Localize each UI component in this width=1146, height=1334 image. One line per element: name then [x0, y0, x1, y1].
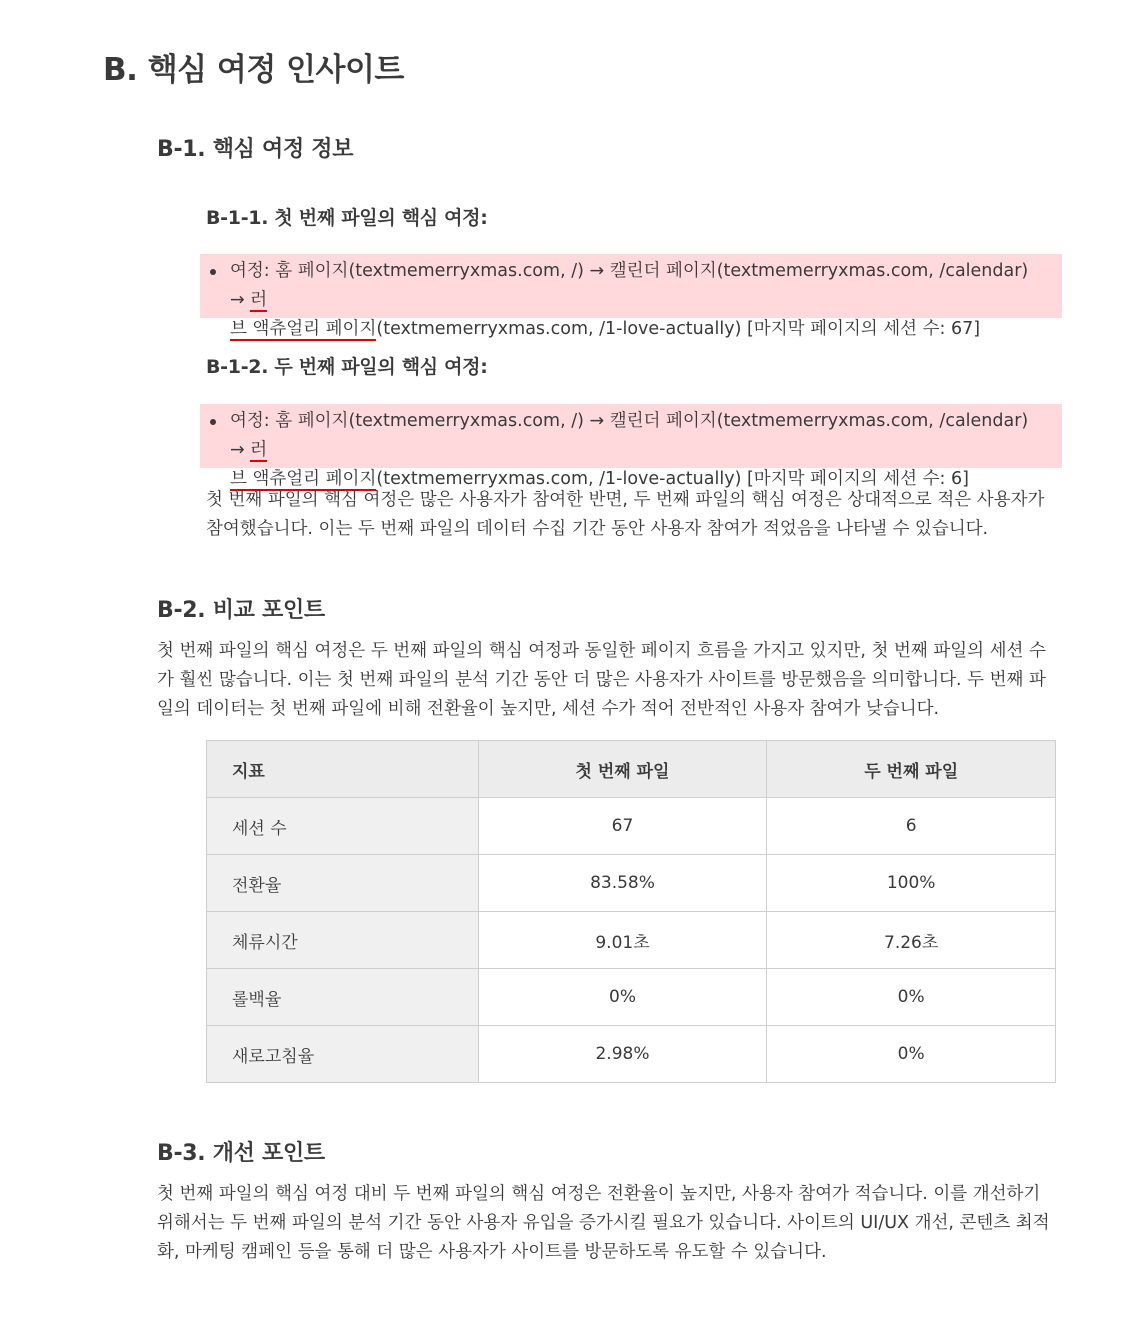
table-row	[207, 912, 1056, 969]
b3-heading: B-3. 개선 포인트	[157, 1141, 325, 1166]
b2-paragraph: 첫 번째 파일의 핵심 여정은 두 번째 파일의 핵심 여정과 동일한 페이지 흐름을 가지고 있지만, 첫 번째 파일의 세션 수가 훨씬 많습니다. 이는 첫 번째 파일의 분석 기간 동안 더 많은 사용자가 사이트를 방문했음을 의미합니다. 두 번째 파일의 데이터는 첫 번째 파일에 비해 전환율이 높지만, 세션 수가 적어 전반적인 사용자 참여가 낮습니다.	[157, 641, 1046, 719]
section-title: B. 핵심 여정 인사이트	[103, 52, 404, 88]
row-label: 새로고침율	[207, 1026, 479, 1083]
file2-journey-underline-b: 브 액츄얼리 페이지	[230, 469, 377, 489]
cell-file1: 67	[478, 798, 767, 855]
row-label: 전환율	[207, 855, 479, 912]
bullet-icon	[210, 269, 216, 275]
file1-journey-item	[230, 257, 1044, 344]
file1-journey-text-start: 여정: 홈 페이지(textmemerryxmas.com, /) → 캘린더 페이지(textmemerryxmas.com, /calendar) →	[230, 261, 1029, 310]
b1-heading: B-1. 핵심 여정 정보	[157, 137, 354, 162]
file2-journey-text-end: (textmemerryxmas.com, /1-love-actually) [마지막 페이지의 세션 수: 6]	[376, 469, 969, 489]
file1-journey-highlight	[200, 254, 1062, 339]
row-label: 체류시간	[207, 912, 479, 969]
file2-journey-item	[230, 407, 1044, 494]
b1-summary-paragraph: 첫 번째 파일의 핵심 여정은 많은 사용자가 참여한 반면, 두 번째 파일의 핵심 여정은 상대적으로 적은 사용자가 참여했습니다. 이는 두 번째 파일의 데이터 수집 기간 동안 사용자 참여가 적었음을 나타낼 수 있습니다.	[206, 490, 1045, 539]
cell-file2: 6	[767, 798, 1056, 855]
b1-1-heading: B-1-1. 첫 번째 파일의 핵심 여정:	[206, 207, 488, 229]
header-file1: 첫 번째 파일	[478, 741, 767, 798]
cell-file2: 7.26초	[767, 912, 1056, 969]
b1-2-heading: B-1-2. 두 번째 파일의 핵심 여정:	[206, 356, 488, 378]
file1-journey-text-end: (textmemerryxmas.com, /1-love-actually) [마지막 페이지의 세션 수: 67]	[376, 319, 981, 339]
table-row	[207, 969, 1056, 1026]
cell-file1: 9.01초	[478, 912, 767, 969]
row-label: 롤백율	[207, 969, 479, 1026]
cell-file1: 83.58%	[478, 855, 767, 912]
table-header-row	[207, 741, 1056, 798]
cell-file1: 2.98%	[478, 1026, 767, 1083]
table-row	[207, 855, 1056, 912]
b2-heading: B-2. 비교 포인트	[157, 598, 325, 623]
file2-journey-underline-a: 러	[250, 440, 268, 460]
header-file2: 두 번째 파일	[767, 741, 1056, 798]
row-label: 세션 수	[207, 798, 479, 855]
cell-file2: 100%	[767, 855, 1056, 912]
file2-journey-list	[230, 407, 1044, 494]
bullet-icon	[210, 419, 216, 425]
cell-file2: 0%	[767, 1026, 1056, 1083]
file1-journey-underline-a: 러	[250, 290, 268, 310]
comparison-table	[206, 740, 1056, 1083]
file1-journey-underline-b: 브 액츄얼리 페이지	[230, 319, 377, 339]
b3-paragraph: 첫 번째 파일의 핵심 여정 대비 두 번째 파일의 핵심 여정은 전환율이 높지만, 사용자 참여가 적습니다. 이를 개선하기 위해서는 두 번째 파일의 분석 기간 동안 사용자 유입을 증가시킬 필요가 있습니다. 사이트의 UI/UX 개선, 콘텐츠 최적화, 마케팅 캠페인 등을 통해 더 많은 사용자가 사이트를 방문하도록 유도할 수 있습니다.	[157, 1184, 1050, 1262]
cell-file2: 0%	[767, 969, 1056, 1026]
file1-journey-list	[230, 257, 1044, 344]
table-row	[207, 1026, 1056, 1083]
file2-journey-highlight	[200, 404, 1062, 489]
cell-file1: 0%	[478, 969, 767, 1026]
header-metric: 지표	[207, 741, 479, 798]
file2-journey-text-start: 여정: 홈 페이지(textmemerryxmas.com, /) → 캘린더 페이지(textmemerryxmas.com, /calendar) →	[230, 411, 1029, 460]
table-row	[207, 798, 1056, 855]
